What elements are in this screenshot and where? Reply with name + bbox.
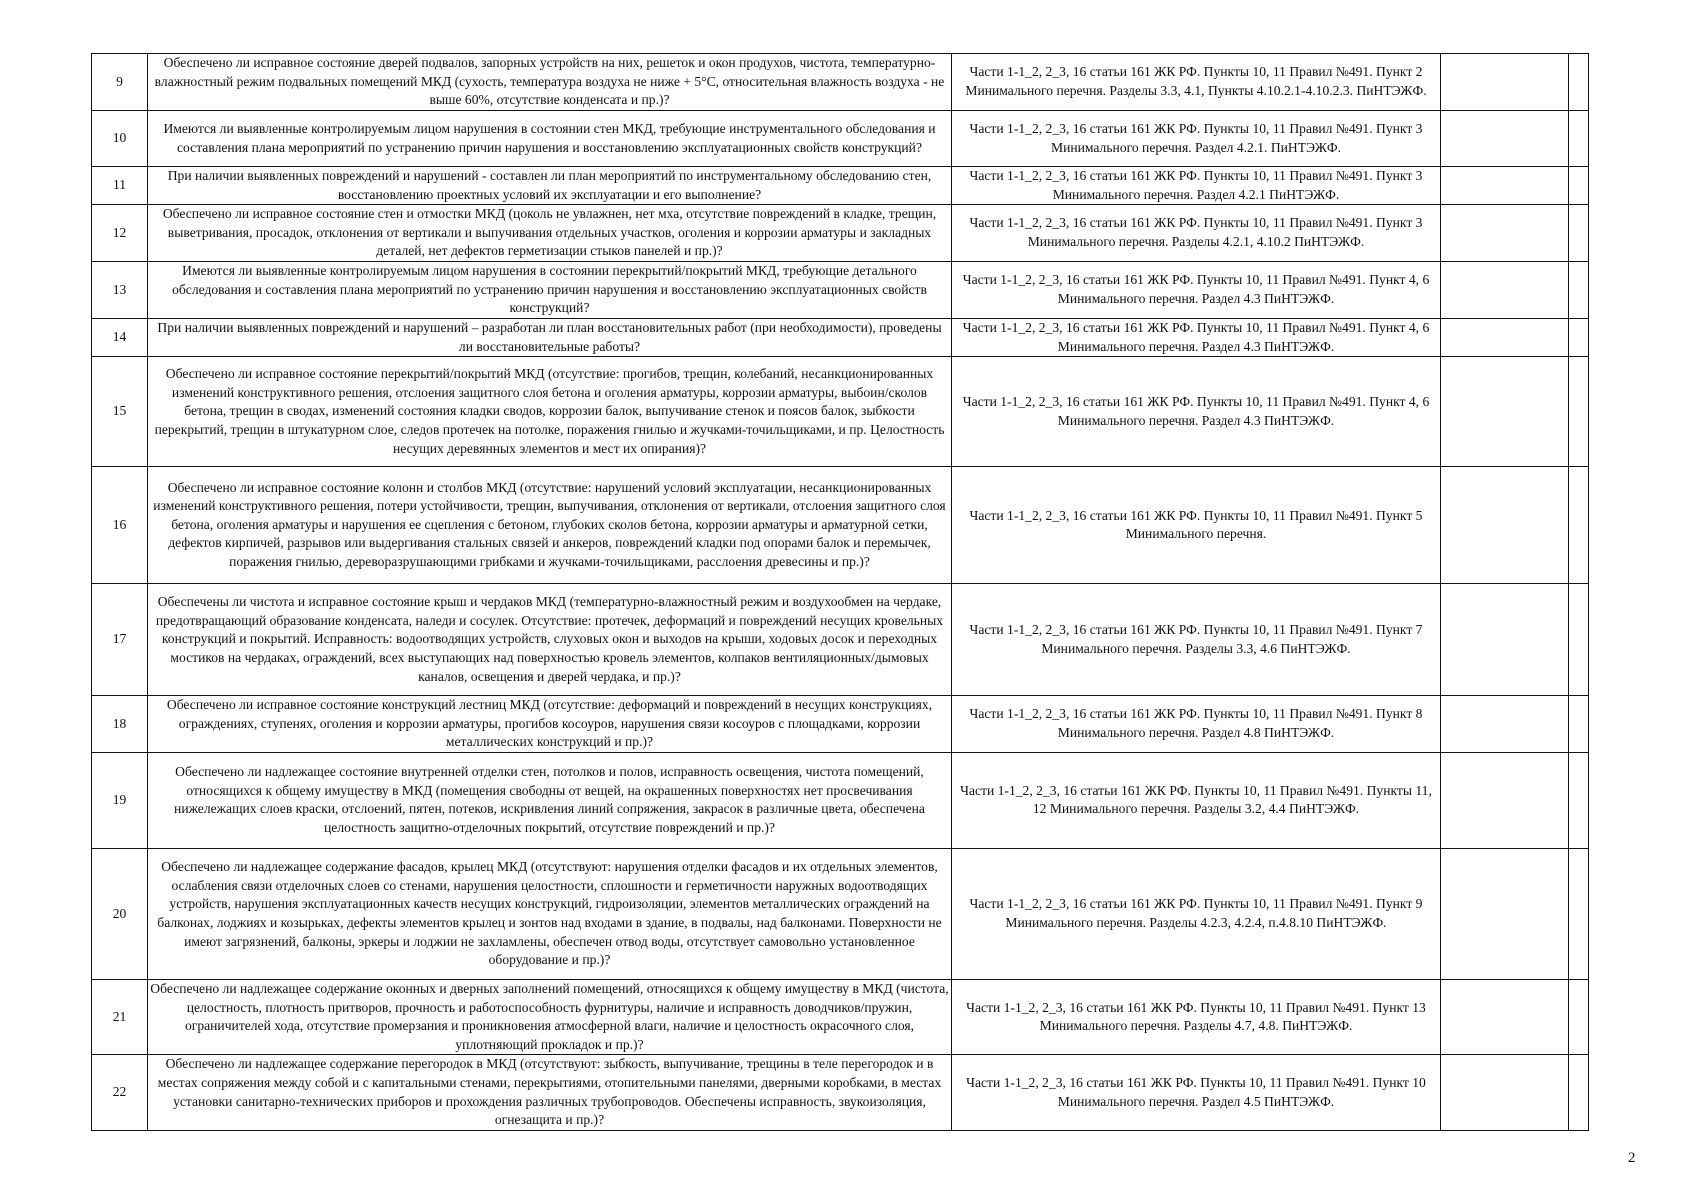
- note-cell: [1569, 467, 1589, 584]
- note-cell: [1569, 205, 1589, 262]
- note-cell: [1569, 1055, 1589, 1130]
- row-number: 13: [92, 261, 148, 318]
- row-number: 10: [92, 111, 148, 167]
- reference-text: Части 1-1_2, 2_3, 16 статьи 161 ЖК РФ. Пункты 10, 11 Правил №491. Пункт 5 Минимального перечня.: [952, 467, 1441, 584]
- question-text: Обеспечено ли надлежащее содержание оконных и дверных заполнений помещений, относящихся к общему имуществу в МКД (чистота, целостность, плотность притворов, прочность и работоспособность фурнитуры, наличие и исправность доводчиков/пружин, ограничителей хода, отсутствие промерзания и проникновения атмосферной влаги, наличие и целостность окрасочного слоя, уплотняющий прокладок и пр.)?: [148, 979, 952, 1054]
- answer-cell: [1441, 467, 1569, 584]
- note-cell: [1569, 111, 1589, 167]
- note-cell: [1569, 848, 1589, 979]
- note-cell: [1569, 261, 1589, 318]
- answer-cell: [1441, 584, 1569, 696]
- table-row: [92, 584, 1589, 696]
- row-number: 21: [92, 979, 148, 1054]
- note-cell: [1569, 357, 1589, 467]
- answer-cell: [1441, 111, 1569, 167]
- question-text: Имеются ли выявленные контролируемым лицом нарушения в состоянии стен МКД, требующие инструментального обследования и составления плана мероприятий по устранению причин нарушения и восстановлению эксплуатационных свойств конструкций?: [148, 111, 952, 167]
- question-text: При наличии выявленных повреждений и нарушений – разработан ли план восстановительных работ (при необходимости), проведены ли восстановительные работы?: [148, 318, 952, 356]
- question-text: Обеспечено ли исправное состояние дверей подвалов, запорных устройств на них, решеток и окон продухов, чистота, температурно-влажностный режим подвальных помещений МКД (сухость, температура воздуха не ниже + 5°С, относительная влажность воздуха - не выше 60%, отсутствие конденсата и пр.)?: [148, 54, 952, 111]
- row-number: 17: [92, 584, 148, 696]
- answer-cell: [1441, 167, 1569, 205]
- table-row: [92, 752, 1589, 848]
- reference-text: Части 1-1_2, 2_3, 16 статьи 161 ЖК РФ. Пункты 10, 11 Правил №491. Пункт 9 Минимального перечня. Разделы 4.2.3, 4.2.4, п.4.8.10 ПиНТЭЖФ.: [952, 848, 1441, 979]
- table-row: [92, 261, 1589, 318]
- reference-text: Части 1-1_2, 2_3, 16 статьи 161 ЖК РФ. Пункты 10, 11 Правил №491. Пункт 4, 6 Минимального перечня. Раздел 4.3 ПиНТЭЖФ.: [952, 318, 1441, 356]
- table-row: [92, 205, 1589, 262]
- row-number: 9: [92, 54, 148, 111]
- question-text: Обеспечено ли надлежащее состояние внутренней отделки стен, потолков и полов, исправность освещения, чистота помещений, относящихся к общему имуществу в МКД (помещения свободны от вещей, на окрашенных поверхностях нет просвечивания нижележащих слоев краски, отслоений, пятен, потеков, искривления линий сопряжения, закрасок в различные цвета, обеспечена целостность защитно-отделочных покрытий, отсутствие повреждений и пр.)?: [148, 752, 952, 848]
- reference-text: Части 1-1_2, 2_3, 16 статьи 161 ЖК РФ. Пункты 10, 11 Правил №491. Пункт 4, 6 Минимального перечня. Раздел 4.3 ПиНТЭЖФ.: [952, 261, 1441, 318]
- question-text: Обеспечено ли надлежащее содержание перегородок в МКД (отсутствуют: зыбкость, выпучивание, трещины в теле перегородок и в местах сопряжения между собой и с капитальными стенами, перекрытиями, отопительными панелями, дверными коробками, в местах установки санитарно-технических приборов и прохождения различных трубопроводов. Обеспечены исправность, звукоизоляция, огнезащита и пр.)?: [148, 1055, 952, 1130]
- reference-text: Части 1-1_2, 2_3, 16 статьи 161 ЖК РФ. Пункты 10, 11 Правил №491. Пункт 7 Минимального перечня. Разделы 3.3, 4.6 ПиНТЭЖФ.: [952, 584, 1441, 696]
- note-cell: [1569, 979, 1589, 1054]
- note-cell: [1569, 167, 1589, 205]
- reference-text: Части 1-1_2, 2_3, 16 статьи 161 ЖК РФ. Пункты 10, 11 Правил №491. Пункты 11, 12 Минимального перечня. Разделы 3.2, 4.4 ПиНТЭЖФ.: [952, 752, 1441, 848]
- row-number: 19: [92, 752, 148, 848]
- table-row: [92, 111, 1589, 167]
- checklist-body: [92, 54, 1589, 1131]
- answer-cell: [1441, 1055, 1569, 1130]
- answer-cell: [1441, 205, 1569, 262]
- row-number: 22: [92, 1055, 148, 1130]
- reference-text: Части 1-1_2, 2_3, 16 статьи 161 ЖК РФ. Пункты 10, 11 Правил №491. Пункт 13 Минимального перечня. Разделы 4.7, 4.8. ПиНТЭЖФ.: [952, 979, 1441, 1054]
- question-text: Обеспечены ли чистота и исправное состояние крыш и чердаков МКД (температурно-влажностный режим и воздухообмен на чердаке, предотвращающий образование конденсата, наледи и сосулек. Отсутствие: протечек, деформаций и повреждений несущих кровельных конструкций и покрытий. Исправность: водоотводящих устройств, слуховых окон и выходов на крыши, ходовых досок и переходных мостиков на чердаках, ограждений, всех выступающих над поверхностью кровель элементов, колпаков вентиляционных/дымовых каналов, освещения и дверей чердака, и пр.)?: [148, 584, 952, 696]
- answer-cell: [1441, 696, 1569, 753]
- table-row: [92, 848, 1589, 979]
- reference-text: Части 1-1_2, 2_3, 16 статьи 161 ЖК РФ. Пункты 10, 11 Правил №491. Пункт 8 Минимального перечня. Раздел 4.8 ПиНТЭЖФ.: [952, 696, 1441, 753]
- note-cell: [1569, 696, 1589, 753]
- table-row: [92, 54, 1589, 111]
- row-number: 16: [92, 467, 148, 584]
- question-text: При наличии выявленных повреждений и нарушений - составлен ли план мероприятий по инструментальному обследованию стен, восстановлению проектных условий их эксплуатации и его выполнение?: [148, 167, 952, 205]
- answer-cell: [1441, 261, 1569, 318]
- reference-text: Части 1-1_2, 2_3, 16 статьи 161 ЖК РФ. Пункты 10, 11 Правил №491. Пункт 3 Минимального перечня. Разделы 4.2.1, 4.10.2 ПиНТЭЖФ.: [952, 205, 1441, 262]
- checklist-table: [91, 53, 1589, 1131]
- reference-text: Части 1-1_2, 2_3, 16 статьи 161 ЖК РФ. Пункты 10, 11 Правил №491. Пункт 3 Минимального перечня. Раздел 4.2.1. ПиНТЭЖФ.: [952, 111, 1441, 167]
- table-row: [92, 167, 1589, 205]
- question-text: Обеспечено ли исправное состояние стен и отмостки МКД (цоколь не увлажнен, нет мха, отсутствие повреждений в кладке, трещин, выветривания, просадок, отклонения от вертикали и выпучивания отдельных участков, оголения и коррозии арматуры и закладных деталей, нет дефектов герметизации стыков панелей и пр.)?: [148, 205, 952, 262]
- note-cell: [1569, 752, 1589, 848]
- row-number: 14: [92, 318, 148, 356]
- note-cell: [1569, 54, 1589, 111]
- table-row: [92, 318, 1589, 356]
- page-number: 2: [1628, 1150, 1636, 1166]
- reference-text: Части 1-1_2, 2_3, 16 статьи 161 ЖК РФ. Пункты 10, 11 Правил №491. Пункт 10 Минимального перечня. Раздел 4.5 ПиНТЭЖФ.: [952, 1055, 1441, 1130]
- question-text: Имеются ли выявленные контролируемым лицом нарушения в состоянии перекрытий/покрытий МКД, требующие детального обследования и составления плана мероприятий по устранению причин нарушения и восстановлению эксплуатационных свойств конструкций?: [148, 261, 952, 318]
- answer-cell: [1441, 848, 1569, 979]
- note-cell: [1569, 584, 1589, 696]
- table-row: [92, 357, 1589, 467]
- answer-cell: [1441, 54, 1569, 111]
- question-text: Обеспечено ли исправное состояние перекрытий/покрытий МКД (отсутствие: прогибов, трещин, колебаний, несанкционированных изменений конструктивного решения, отслоения защитного слоя бетона и оголения арматуры, коррозии арматуры, выбоин/сколов бетона, трещин в сводах, изменений состояния кладки сводов, коррозии балок, выпучивание стенок и поясов балок, зыбкости перекрытий, трещин в штукатурном слое, следов протечек на потолке, поражения гнилью и жучками-точильщиками, и пр. Целостность несущих деревянных элементов и мест их опирания)?: [148, 357, 952, 467]
- table-row: [92, 1055, 1589, 1130]
- question-text: Обеспечено ли исправное состояние конструкций лестниц МКД (отсутствие: деформаций и повреждений в несущих конструкциях, ограждениях, ступенях, оголения и коррозии арматуры, прогибов косоуров, нарушения связи косоуров с площадками, коррозии металлических конструкций и пр.)?: [148, 696, 952, 753]
- answer-cell: [1441, 979, 1569, 1054]
- row-number: 15: [92, 357, 148, 467]
- question-text: Обеспечено ли исправное состояние колонн и столбов МКД (отсутствие: нарушений условий эксплуатации, несанкционированных изменений конструктивного решения, потери устойчивости, трещин, выпучивания, отклонения от вертикали, отслоения защитного слоя бетона, оголения арматуры и нарушения ее сцепления с бетоном, глубоких сколов бетона, коррозии арматуры и арматурной сетки, дефектов кирпичей, разрывов или выдергивания стальных связей и анкеров, повреждений кладки под опорами балок и перемычек, поражения гнилью, дереворазрушающими грибками и жучками-точильщиками, расслоения древесины и пр.)?: [148, 467, 952, 584]
- reference-text: Части 1-1_2, 2_3, 16 статьи 161 ЖК РФ. Пункты 10, 11 Правил №491. Пункт 4, 6 Минимального перечня. Раздел 4.3 ПиНТЭЖФ.: [952, 357, 1441, 467]
- table-row: [92, 696, 1589, 753]
- answer-cell: [1441, 318, 1569, 356]
- table-row: [92, 467, 1589, 584]
- note-cell: [1569, 318, 1589, 356]
- reference-text: Части 1-1_2, 2_3, 16 статьи 161 ЖК РФ. Пункты 10, 11 Правил №491. Пункт 3 Минимального перечня. Раздел 4.2.1 ПиНТЭЖФ.: [952, 167, 1441, 205]
- row-number: 20: [92, 848, 148, 979]
- answer-cell: [1441, 752, 1569, 848]
- row-number: 18: [92, 696, 148, 753]
- table-row: [92, 979, 1589, 1054]
- answer-cell: [1441, 357, 1569, 467]
- row-number: 11: [92, 167, 148, 205]
- reference-text: Части 1-1_2, 2_3, 16 статьи 161 ЖК РФ. Пункты 10, 11 Правил №491. Пункт 2 Минимального перечня. Разделы 3.3, 4.1, Пункты 4.10.2.1-4.10.2.3. ПиНТЭЖФ.: [952, 54, 1441, 111]
- row-number: 12: [92, 205, 148, 262]
- question-text: Обеспечено ли надлежащее содержание фасадов, крылец МКД (отсутствуют: нарушения отделки фасадов и их отдельных элементов, ослабления связи отделочных слоев со стенами, нарушения целостности, сплошности и герметичности наружных водоотводящих устройств, нарушения эксплуатационных качеств несущих конструкций, гидроизоляции, элементов металлических ограждений на балконах, лоджиях и козырьках, дефекты элементов крылец и зонтов над входами в здание, в подвалы, над балконами. Поверхности не имеют загрязнений, балконы, эркеры и лоджии не захламлены, обеспечен отвод воды, отсутствует самовольно установленное оборудование и пр.)?: [148, 848, 952, 979]
